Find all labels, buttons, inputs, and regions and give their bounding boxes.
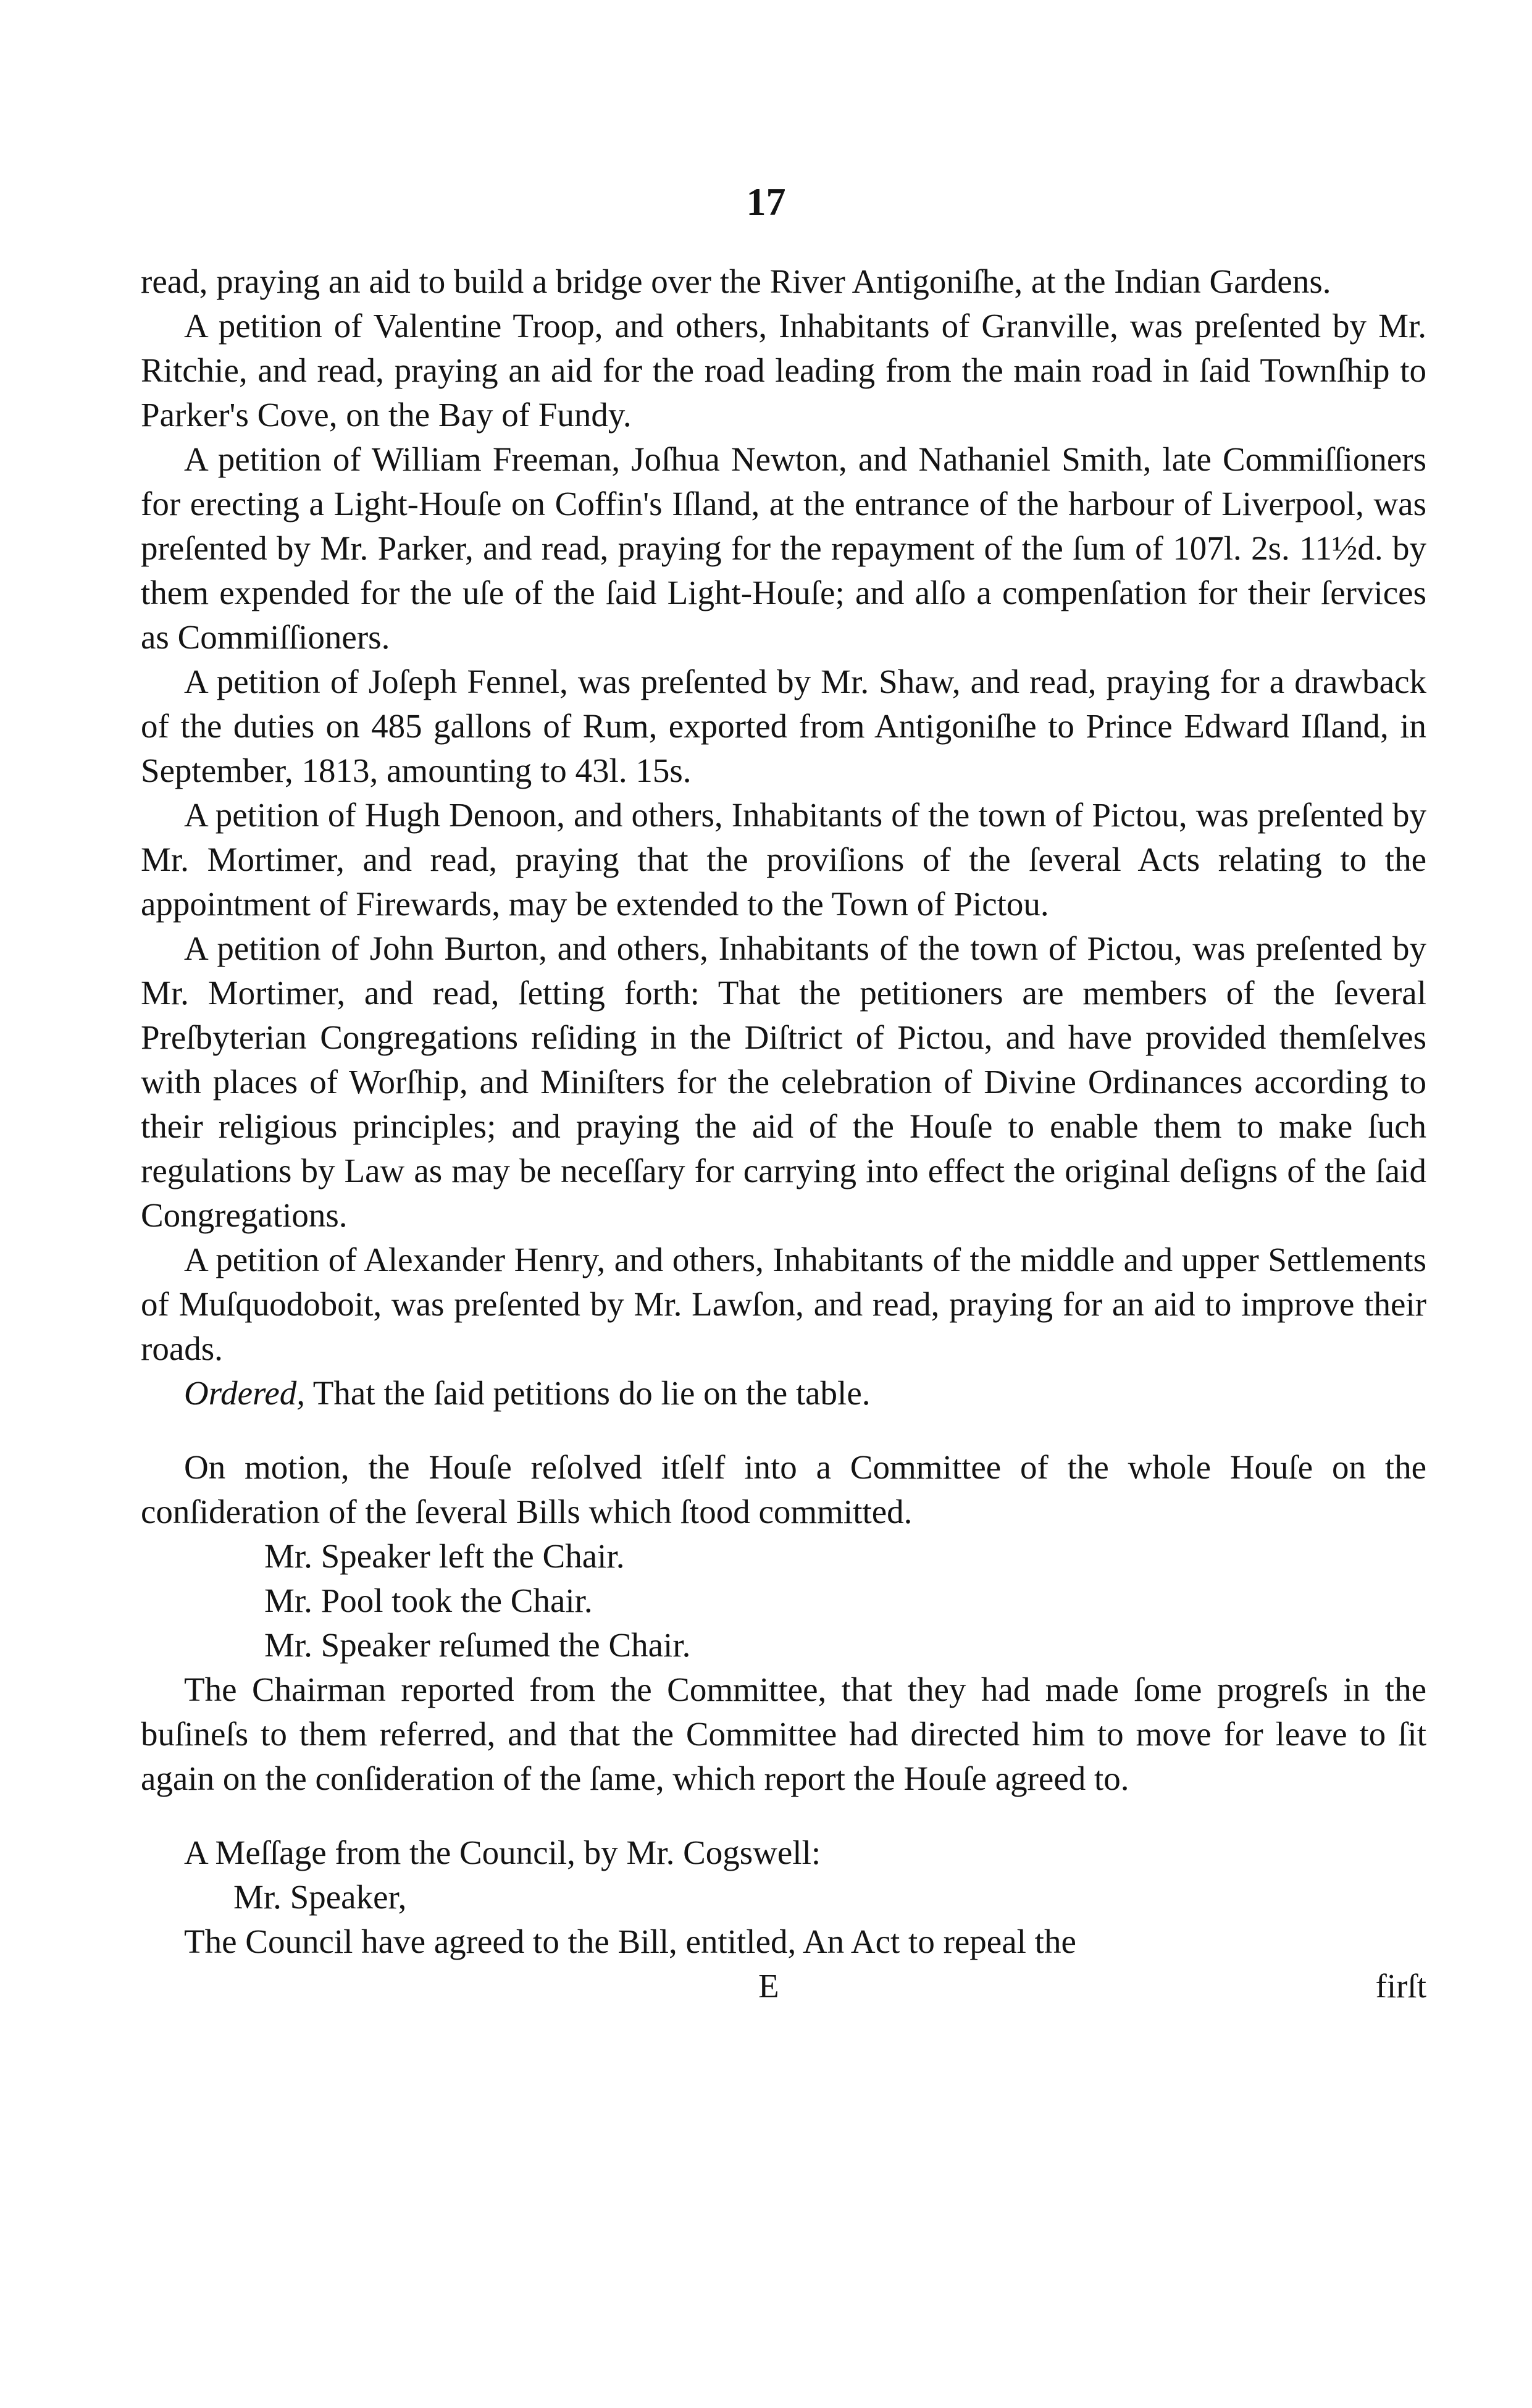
paragraph-chairman-report: The Chairman reported from the Committee, that they had made ſome progreſs in the buſineſs to them referred, and that the Committee had directed him to move for leave to ſit again on the conſideration of the ſame, which report the Houſe agreed to. xyxy=(141,1671,1426,1797)
paragraph-fennel-petition: A petition of Joſeph Fennel, was preſented by Mr. Shaw, and read, praying for a drawback of the duties on 485 gallons of Rum, exported from Antigoniſhe to Prince Edward Iſland, in September, 1813, amounting to 43l. 15s. xyxy=(141,663,1426,789)
page-number: 17 xyxy=(746,180,786,224)
paragraph-antigonishe-bridge: read, praying an aid to build a bridge over the River Antigoniſhe, at the Indian Gardens. xyxy=(141,262,1331,300)
paragraph-troop-petition: A petition of Valentine Troop, and others, Inhabitants of Granville, was preſented by Mr. Ritchie, and read, praying an aid for the road leading from the main road in ſaid Townſhip to Parker's Cove, on the Bay of Fundy. xyxy=(141,307,1426,434)
paragraph-motion: On motion, the Houſe reſolved itſelf into a Committee of the whole Houſe on the conſideration of the ſeveral Bills which ſtood committed. xyxy=(141,1448,1426,1530)
paragraph-freeman-petition: A petition of William Freeman, Joſhua Newton, and Nathaniel Smith, late Commiſſioners for erecting a Light-Houſe on Coffin's Iſland, at the entrance of the harbour of Liverpool, was preſented by Mr. Parker, and read, praying for the repayment of the ſum of 107l. 2s. 11½d. by them expended for the uſe of the ſaid Light-Houſe; and alſo a compenſation for their ſervices as Commiſſioners. xyxy=(141,440,1426,656)
catchword: firſt xyxy=(1375,1967,1426,2005)
chair-line-speaker-left: Mr. Speaker left the Chair. xyxy=(264,1537,625,1575)
order-text: That the ſaid petitions do lie on the table. xyxy=(312,1374,871,1412)
chair-line-pool-took: Mr. Pool took the Chair. xyxy=(264,1582,593,1619)
signature-mark: E xyxy=(758,1967,779,2005)
paragraph-order xyxy=(141,1371,1426,1416)
paragraph-denoon-petition: A petition of Hugh Denoon, and others, Inhabitants of the town of Pictou, was preſented by Mr. Mortimer, and read, praying that the proviſions of the ſeveral Acts relating to the appointment of Firewards, may be extended to the Town of Pictou. xyxy=(141,796,1426,923)
paragraph-henry-petition: A petition of Alexander Henry, and others, Inhabitants of the middle and upper Settlements of Muſquodoboit, was preſented by Mr. Lawſon, and read, praying for an aid to improve their roads. xyxy=(141,1241,1426,1367)
paragraph-council-agreement: The Council have agreed to the Bill, entitled, An Act to repeal the xyxy=(184,1923,1076,1960)
paragraph-burton-petition: A petition of John Burton, and others, Inhabitants of the town of Pictou, was preſented by Mr. Mortimer, and read, ſetting forth: That the petitioners are members of the ſeveral Preſbyterian Congregations reſiding in the Diſtrict of Pictou, and have provided themſelves with places of Worſhip, and Miniſters for the celebration of Divine Ordinances according to their religious principles; and praying the aid of the Houſe to enable them to make ſuch regulations by Law as may be neceſſary for carrying into effect the original deſigns of the ſaid Congregations. xyxy=(141,929,1426,1234)
chair-line-speaker-resumed: Mr. Speaker reſumed the Chair. xyxy=(264,1626,691,1664)
text-body xyxy=(141,259,1426,2013)
order-lead: Ordered, xyxy=(184,1374,306,1412)
paragraph-council-message: A Meſſage from the Council, by Mr. Cogswell: xyxy=(184,1834,821,1871)
speaker-address: Mr. Speaker, xyxy=(233,1878,407,1916)
page-footer xyxy=(141,1964,1426,2013)
